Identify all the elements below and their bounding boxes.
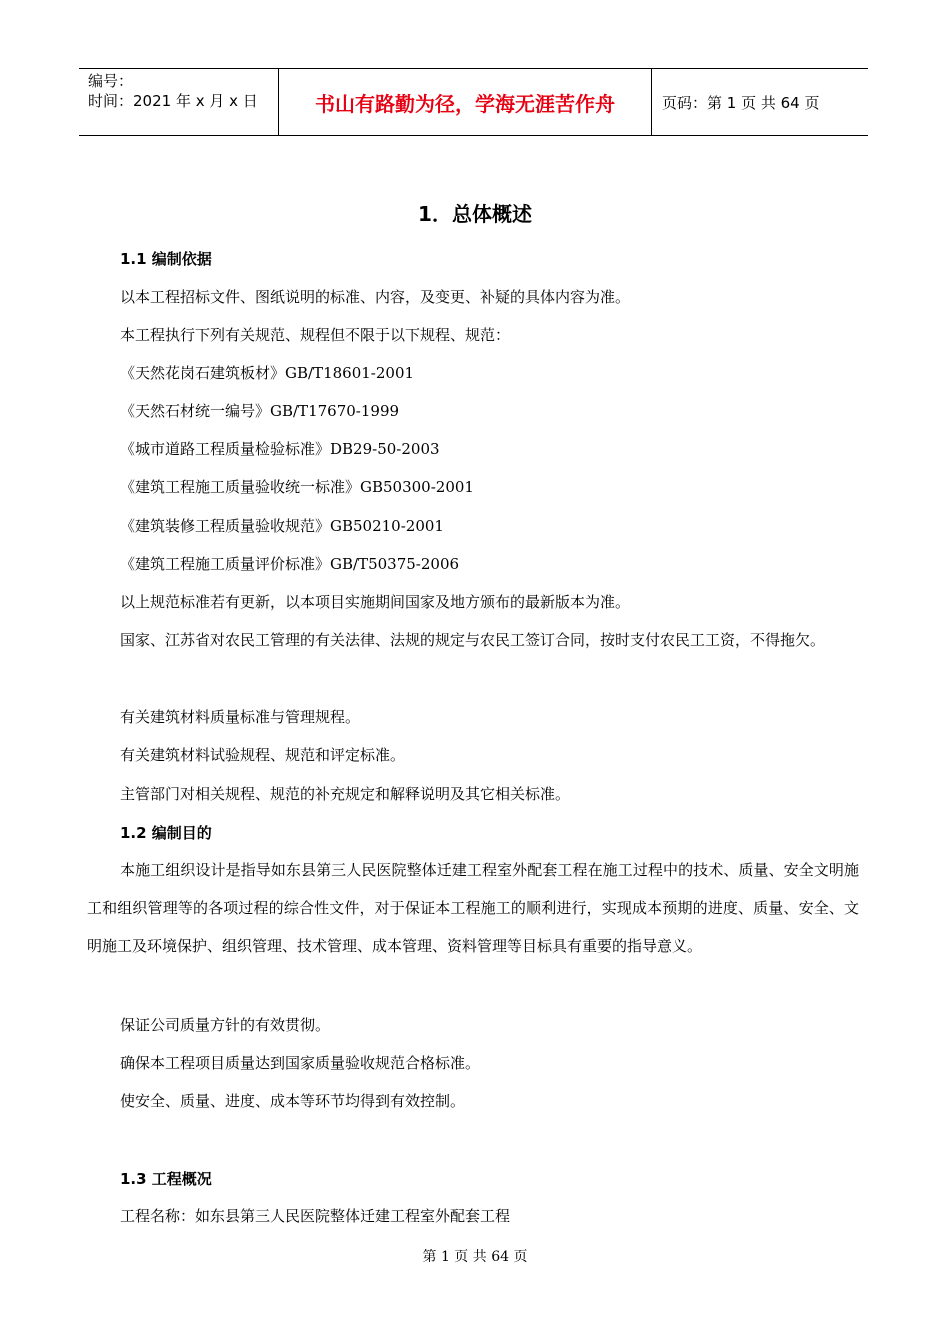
document-number-label: 编号： <box>88 72 134 90</box>
labor-paragraph: 国家、江苏省对农民工管理的有关法律、法规的规定与农民工签订合同，按时支付农民工工资，不得拖欠。 <box>120 631 826 649</box>
basis-line: 有关建筑材料质量标准与管理规程。 <box>120 708 361 726</box>
standard-item: 《建筑工程施工质量验收统一标准》GB50300-2001 <box>120 478 474 496</box>
basis-line: 以本工程招标文件、图纸说明的标准、内容，及变更、补疑的具体内容为准。 <box>120 288 631 306</box>
project-name: 工程名称：如东县第三人民医院整体迁建工程室外配套工程 <box>120 1207 511 1225</box>
basis-line: 主管部门对相关规程、规范的补充规定和解释说明及其它相关标准。 <box>120 785 571 803</box>
purpose-paragraph: 本施工组织设计是指导如东县第三人民医院整体迁建工程室外配套工程在施工过程中的技术、质量、安全文明施工和组织管理等的各项过程的综合性文件，对于保证本工程施工的顺利进行，实现成本预期的进度、质量、安全、文明施工及环境保护、组织管理、技术管理、成本管理、资料管理等目标具有重要的指导意义。 <box>87 861 859 955</box>
section-heading-1-1: 1.1 编制依据 <box>120 250 212 268</box>
purpose-line: 确保本工程项目质量达到国家质量验收规范合格标准。 <box>120 1054 481 1072</box>
header-meta <box>79 69 279 135</box>
basis-line: 以上规范标准若有更新，以本项目实施期间国家及地方颁布的最新版本为准。 <box>120 593 631 611</box>
section-heading-1-3: 1.3 工程概况 <box>120 1170 212 1188</box>
basis-line: 本工程执行下列有关规范、规程但不限于以下规程、规范： <box>120 326 511 344</box>
purpose-line: 保证公司质量方针的有效贯彻。 <box>120 1016 331 1034</box>
header-page-info: 页码：第 1 页 共 64 页 <box>662 93 820 112</box>
header-motto: 书山有路勤为径，学海无涯苦作舟 <box>279 69 652 135</box>
header-table <box>79 68 868 136</box>
standard-item: 《天然花岗石建筑板材》GB/T18601-2001 <box>120 364 415 382</box>
section-heading-1-2: 1.2 编制目的 <box>120 824 212 842</box>
standard-item: 《建筑装修工程质量验收规范》GB50210-2001 <box>120 517 444 535</box>
page-footer: 第 1 页 共 64 页 <box>422 1249 528 1265</box>
standard-item: 《城市道路工程质量检验标准》DB29-50-2003 <box>120 440 440 458</box>
purpose-line: 使安全、质量、进度、成本等环节均得到有效控制。 <box>120 1092 466 1110</box>
standard-item: 《建筑工程施工质量评价标准》GB/T50375-2006 <box>120 555 460 573</box>
basis-line: 有关建筑材料试验规程、规范和评定标准。 <box>120 746 406 764</box>
document-time-label: 时间：2021 年 x 月 x 日 <box>88 92 258 110</box>
document-title: 1．总体概述 <box>418 202 532 226</box>
standard-item: 《天然石材统一编号》GB/T17670-1999 <box>120 402 400 420</box>
